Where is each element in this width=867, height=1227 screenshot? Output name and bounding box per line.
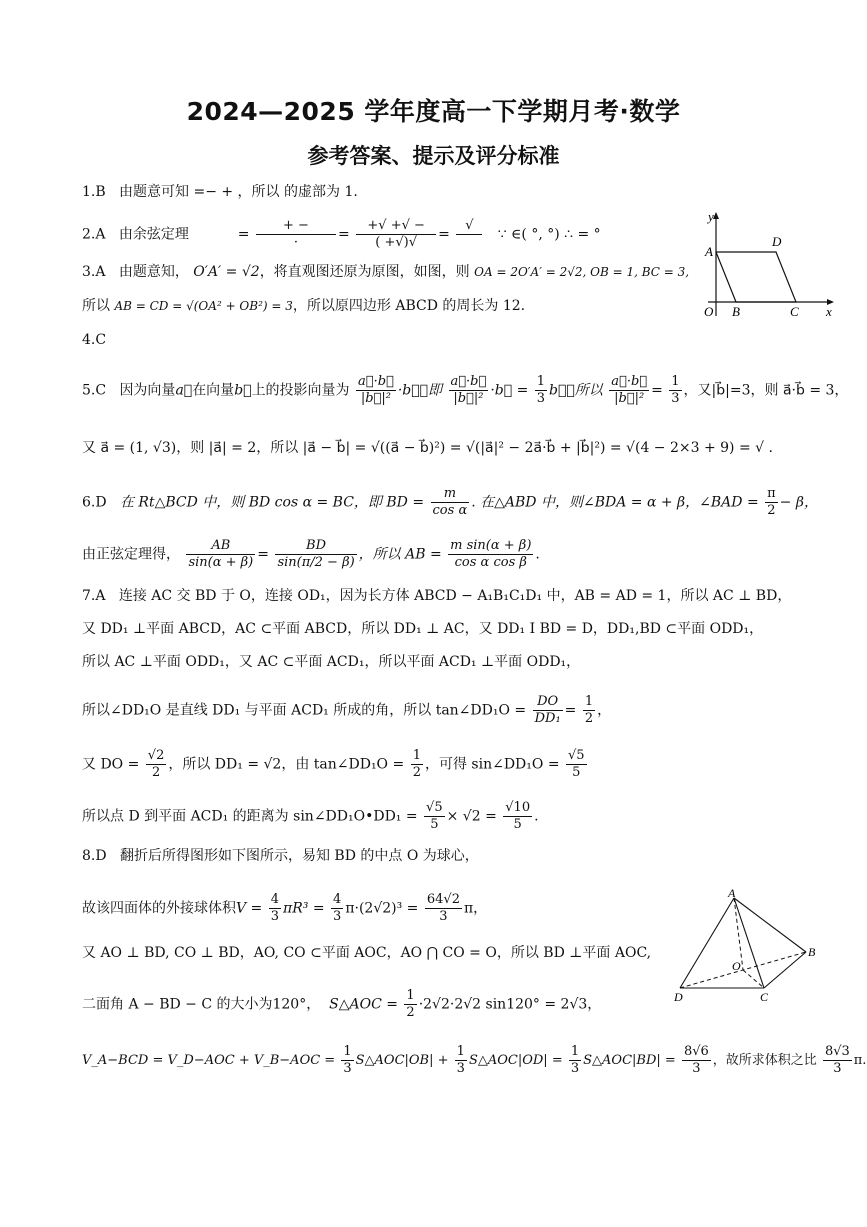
answer-7-line2: 又 DD₁ ⊥平面 ABCD，AC ⊂平面 ABCD，所以 DD₁ ⊥ AC，又 DD₁ I BD = D，DD₁,BD ⊂平面 ODD₁， bbox=[82, 621, 764, 637]
label-a: A bbox=[728, 888, 736, 900]
fraction: $\frac{√5}{5}$ bbox=[568, 748, 585, 780]
answer-2: 2.A 由余弦定理 = $\frac{+ -}{\cdot}$ = $\frac{+√ +√ -}{( +√)√}$ = √ ∵ ∈( °, °) ∴ = ° bbox=[82, 218, 601, 250]
answer-number: 2.A bbox=[82, 226, 106, 243]
answer-number: 5.C bbox=[82, 382, 107, 399]
fraction: $\frac{√5}{5}$ bbox=[426, 800, 443, 832]
label-b: B bbox=[732, 304, 740, 319]
fraction: $\frac{a⃗\cdot b⃗}{\text{|b⃗|²}}$ bbox=[358, 374, 394, 406]
page-title: 2024—2025 学年度高一下学期月考·数学 bbox=[186, 97, 681, 126]
answer-text: ，将直观图还原为原图，如图，则 bbox=[259, 264, 470, 280]
fraction: $\frac{1}{3}$ bbox=[570, 1044, 580, 1076]
fraction: $\frac{1}{3}$ bbox=[536, 374, 546, 406]
answer-7-line5: 又 DO = $\frac{√2}{2}$ ，所以 DD₁ = √2，由 tan∠DD₁O = $\frac{1}{2}$ ，可得 sin∠DD₁O = $\frac{√5}{5}$ bbox=[82, 748, 585, 780]
answer-7: 7.A 连接 AC 交 BD 于 O，连接 OD₁，因为长方体 ABCD − A₁B₁C₁D₁ 中，AB = AD = 1，所以 AC ⊥ BD， bbox=[82, 588, 792, 604]
answer-7-line6: 所以点 D 到平面 ACD₁ 的距离为 sin∠DD₁O•DD₁ = $\frac{√5}{5}$ × √2 = $\frac{√10}{5}$ . bbox=[82, 800, 539, 832]
fraction: $\frac{4}{3}$ bbox=[333, 892, 342, 924]
answer-text: ∵ ∈( °, °) ∴ = ° bbox=[497, 226, 601, 243]
fraction: $\frac{√10}{5}$ bbox=[505, 800, 531, 832]
answer-7-line4: 所以∠DD₁O 是直线 DD₁ 与平面 ACD₁ 所成的角，所以 tan∠DD₁O = $\frac{DO}{\text{DD₁}}$ = $\frac{1}{2}$ ， bbox=[82, 694, 612, 726]
fraction: $\frac{AB}{\sin(\alpha + \beta)}$ bbox=[188, 538, 254, 570]
label-b: B bbox=[808, 945, 816, 959]
answer-7-line3: 所以 AC ⊥平面 ODD₁，又 AC ⊂平面 ACD₁，所以平面 ACD₁ ⊥平面 ODD₁， bbox=[82, 654, 581, 670]
answer-8: 8.D 翻折后所得图形如下图所示，易知 BD 的中点 O 为球心， bbox=[82, 848, 479, 864]
fraction: $\frac{1}{2}$ bbox=[584, 694, 594, 726]
equation: O′A′ = √2 bbox=[193, 264, 260, 280]
answer-number: 7.A bbox=[82, 588, 106, 604]
answer-text: 由题意知， bbox=[118, 264, 189, 280]
label-x: x bbox=[826, 304, 832, 319]
fraction: $\frac{+ -}{\cdot}$ bbox=[256, 218, 336, 251]
answer-text: 由题意可知 bbox=[119, 184, 190, 200]
fraction: $\frac{√2}{2}$ bbox=[147, 748, 165, 780]
answer-8-line2: 故该四面体的外接球体积V = $\frac{4}{3}$ πR³ = $\frac{4}{3}$ π·(2√2)³ = $\frac{64√2}{3}$ π， bbox=[82, 892, 488, 924]
answer-number: 3.A bbox=[82, 264, 106, 280]
fraction: $\frac{1}{3}$ bbox=[456, 1044, 465, 1076]
quadrilateral-abcd bbox=[716, 252, 796, 302]
answer-6-line2: 由正弦定理得， $\frac{AB}{\sin(\alpha + \beta)}$ = $\frac{BD}{\sin(\pi/2 - \beta)}$ ，所以 AB = $\frac{\text{m sin(α + β)}}{\text{cos α cos β}}$ . bbox=[82, 538, 540, 570]
fraction: $\frac{1}{3}$ bbox=[671, 374, 680, 406]
answer-number: 8.D bbox=[82, 848, 107, 864]
answer-text: =− + ，所以 的虚部为 1. bbox=[193, 184, 358, 200]
answer-4 bbox=[82, 330, 106, 350]
fraction: $\frac{64√2}{3}$ bbox=[426, 892, 460, 924]
fraction: $\frac{DO}{\text{DD₁}}$ bbox=[534, 694, 561, 726]
label-d: D bbox=[674, 990, 683, 1004]
fraction: $\frac{1}{3}$ bbox=[343, 1044, 352, 1076]
answer-8-line4: 二面角 A − BD − C 的大小为120°， S△AOC = $\frac{1}{2}$ ·2√2·2√2 sin120° = 2√3， bbox=[82, 988, 602, 1020]
answer-number: 1.B bbox=[82, 184, 106, 200]
fraction: $\frac{BD}{\sin(\pi/2 - \beta)}$ bbox=[277, 538, 355, 570]
label-o: O bbox=[732, 959, 741, 973]
fraction: $\frac{\pi}{2}$ bbox=[767, 486, 776, 518]
answer-5-line2 bbox=[82, 438, 773, 458]
answer-8-line3: 又 AO ⊥ BD, CO ⊥ BD，AO, CO ⊂平面 AOC，AO ⋂ CO = O，所以 BD ⊥平面 AOC, bbox=[82, 945, 652, 961]
fraction: $\frac{a⃗\cdot b⃗}{\text{|b⃗|²}}$ bbox=[450, 374, 487, 406]
answer-text: 所以 bbox=[82, 298, 110, 314]
fraction: $\frac{\text{m sin(α + β)}}{\text{cos α cos β}}$ bbox=[450, 538, 532, 570]
fraction: $\frac{8√3}{3}$ bbox=[824, 1044, 850, 1076]
fraction: $\frac{a⃗\cdot b⃗}{\text{|b⃗|²}}$ bbox=[611, 374, 648, 406]
label-c: C bbox=[760, 990, 769, 1004]
answer-3 bbox=[82, 262, 689, 282]
y-arrow-icon bbox=[713, 212, 719, 219]
label-y: y bbox=[708, 209, 714, 224]
answer-text: 由余弦定理 bbox=[118, 226, 189, 243]
equation: OA = 2O′A′ = 2√2, OB = 1, BC = 3, bbox=[474, 265, 690, 279]
fraction: $\frac{1}{2}$ bbox=[406, 988, 415, 1020]
fraction: $\frac{+√ +√ -}{( +√)√}$ bbox=[356, 218, 436, 251]
label-a: A bbox=[705, 244, 713, 259]
label-d: D bbox=[772, 234, 782, 249]
answer-text: 又 a⃗ = (1, √3)，则 |a⃗| = 2，所以 |a⃗ − b⃗| = √((a⃗ − b⃗)²) = √(|a⃗|² − 2a⃗·b⃗ + |b⃗|²) = √(4 − 2×3 + 9) = √ . bbox=[82, 440, 773, 456]
fraction: $\frac{m}{\text{cos α}}$ bbox=[432, 486, 468, 518]
figure-tetrahedron bbox=[672, 888, 822, 1006]
fraction: $\frac{8√6}{3}$ bbox=[683, 1044, 709, 1076]
fraction: √ bbox=[456, 218, 482, 251]
answer-text: ，所以原四边形 ABCD 的周长为 12. bbox=[292, 298, 526, 314]
fraction: $\frac{4}{3}$ bbox=[270, 892, 280, 924]
page-subtitle: 参考答案、提示及评分标准 bbox=[307, 144, 560, 168]
answer-1 bbox=[82, 182, 358, 202]
figure-coordinate-quadrilateral bbox=[700, 208, 840, 320]
equation: AB = CD = √(OA² + OB²) = 3 bbox=[114, 299, 293, 313]
answer-5: 5.C 因为向量a⃗在向量b⃗上的投影向量为 $\frac{a⃗\cdot b⃗}{\text{|b⃗|²}}$ ·b⃗，即 $\frac{a⃗\cdot b⃗}{\text{|b⃗|²}}$ ·b⃗ = $\frac{1}{3}$ b⃗，所以 $\frac{a⃗\cdot b⃗}{\text{|b⃗|²}}$ = $\frac{1}{3}$ ，又|b⃗|=3，则 a⃗·b⃗ = 3， bbox=[82, 374, 849, 406]
answer-6: 6.D 在 Rt△BCD 中，则 BD cos α = BC，即 BD = $\frac{m}{\text{cos α}}$ . 在△ABD 中，则∠BDA = α + β，∠BAD = $\frac{\pi}{2}$ − β， bbox=[82, 486, 818, 518]
answer-3-line2 bbox=[82, 296, 525, 316]
answer-number: 6.D bbox=[82, 494, 107, 511]
fraction: $\frac{1}{2}$ bbox=[412, 748, 421, 780]
label-o: O bbox=[704, 304, 714, 319]
label-c: C bbox=[790, 304, 799, 319]
answer-8-line5: V_A−BCD = V_D−AOC + V_B−AOC = $\frac{1}{3}$ S△AOC|OB| + $\frac{1}{3}$ S△AOC|OD| = $\frac{1}{3}$ S△AOC|BD| = $\frac{8√6}{3}$ ，故所求体积之比 $\frac{8√3}{3}$ π. bbox=[82, 1044, 867, 1076]
answer-number: 4.C bbox=[82, 332, 107, 348]
